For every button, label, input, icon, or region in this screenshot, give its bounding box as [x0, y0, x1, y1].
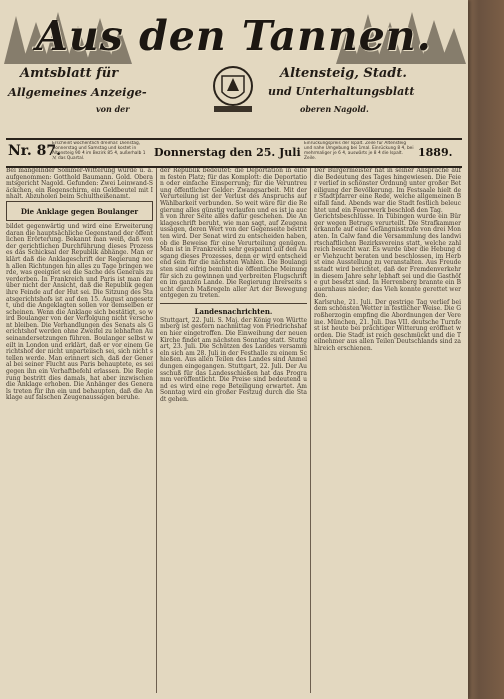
issue-date: Donnerstag den 25. Juli [154, 146, 301, 159]
issue-year: 1889. [418, 146, 453, 159]
subtitle-nagold: oberen Nagold. [300, 104, 369, 114]
subtitle-anzeige: Allgemeines Anzeige- [8, 85, 147, 99]
section-heading-landesnachrichten: Landesnachrichten. [194, 306, 273, 316]
subtitle-von-der: von der [96, 104, 130, 114]
subtitle-altensteig: Altensteig, Stadt. [280, 66, 407, 81]
subtitle-unterhaltung: und Unterhaltungsblatt [268, 85, 415, 98]
subtitle-amtsblatt: Amtsblatt für [20, 66, 119, 81]
article-heading: Die Anklage gegen Boulanger [20, 206, 139, 216]
column-divider [156, 168, 157, 693]
official-notice: Bei mangelnder Sommer-Witterung wurde u. a. aufgenommen: Gotthold Baumann. Gold. Oberamtsgericht Nagold. Gefunden: Zwei Leinwand-Säckchen, ein Regenschirm, ein Geldbeutel mit Inhalt. Abzuholen beim Schultheißenamt. [6, 168, 153, 201]
book-binding [462, 0, 504, 699]
issue-number: Nr. 87. [8, 143, 61, 159]
column-divider [310, 168, 311, 693]
subscription-info: Erscheint wöchentlich dreimal: Dienstag, Donnerstag und Samstag und kostet in Altensteig 90 ₰ im Bezirk 85 ₰, außerhalb 1 ℳ das Quartal. [52, 141, 146, 161]
advertising-rates: Einrückungspreis der Ispalt. Zeile für Altensteig und nahe Umgebung bei 1mal. Einrückung 8 ₰, bei mehrmaliger je 6 ₰, auswärts je 8 ₰ die Ispalt. Zeile. [304, 141, 414, 161]
news-continuation: Der Bürgermeister hat in seiner Ansprache auf die Bedeutung des Tages hingewiesen. Die Feier verlief in schönster Ordnung unter großer Beteiligung der Bevölkerung. Im Festsaale hielt der Stadtpfarrer eine Rede, welche allgemeinen Beifall fand. Abends war die Stadt festlich beleuchtet und ein Feuerwerk beschloß den Tag. [314, 168, 461, 214]
news-body: Stuttgart, 22. Juli. S. Maj. der König von Württemberg ist gestern nachmittag von Friedrichshafen hier eingetroffen. Die Einweihung der neuen Kirche findet am nächsten Sonntag statt. Stuttgart, 23. Juli. Die Schützen des Landes versammeln sich am 28. Juli in der Festhalle zu einem Schießen. Aus allen Teilen des Landes sind Anmeldungen eingegangen. Stuttgart, 22. Juli. Der Ausschuß für das Landesschießen hat das Programm veröffentlicht. Die Preise sind bedeutend und es wird eine rege Beteiligung erwartet. Am Sonntag wird ein großer Festzug durch die Stadt gehen. [160, 316, 307, 403]
regional-news: Gerichtsbeschlüsse. In Tübingen wurde ein Bürger wegen Betrugs verurteilt. Die Strafkammer erkannte auf eine Gefängnisstrafe von drei Monaten. In Calw fand die Versammlung des landwirtschaftlichen Bezirksvereins statt, welche zahlreich besucht war. Es wurde über die Hebung der Viehzucht beraten und beschlossen, im Herbst eine Ausstellung zu veranstalten. Aus Freudenstadt wird berichtet, daß der Fremdenverkehr in diesem Jahre sehr lebhaft sei und die Gasthöfe gut besetzt sind. In Herrenberg brannte ein Bauernhaus nieder; das Vieh konnte gerettet werden. [314, 213, 461, 300]
article-body: bildet gegenwärtig und wird eine Erweiterung daran die hauptsächliche Gegenstand der öffentlichen Erörterung. Bekannt man weiß, daß von der gerichtlichen Durchführung dieses Prozesses das Schicksal der Republik abhänge. Man erklärt daß die Anklageschrift der Regierung noch allen Richtungen hin alles zu Tage bringen werde, was geeignet sei die Sache des Generals zu verderben. In Frankreich und Paris ist man darüber nicht der Ansicht, daß die Republik gegen ihre Feinde auf der Hut sei. Die Sitzung des Staatsgerichtshofs ist auf den 15. August angesetzt, und die Angeklagten sollen vor demselben erscheinen. Wenn die Anklage sich bestätigt, so wird Boulanger von der Verfolgung nicht verschont bleiben. Die Verhandlungen des Senats als Gerichtshof werden ohne Zweifel zu lebhaften Auseinandersetzungen führen. Boulanger selbst weilt in London und erklärt, daß er vor einem Gerichtshof der nicht unparteiisch sei, sich nicht stellen werde. Man erinnert sich, daß der General bei seiner Flucht aus Paris behauptete, es sei gegen ihn ein Verhaftbefehl erlassen. Die Regierung bestritt dies damals, hat aber inzwischen die Anklage erhoben. Die Anhänger des Generals treten für ihn ein und behaupten, daß die Anklage auf falschen Zeugenaussagen beruhe. [6, 222, 153, 402]
notice-box [6, 201, 153, 221]
foreign-news: Karlsruhe, 21. Juli. Der gestrige Tag verlief bei dem schönsten Wetter in festlicher Weise. Die Großherzogin empfing die Abordnungen der Vereine. München, 21. Juli. Das VII. deutsche Turnfest ist heute bei prächtiger Witterung eröffnet worden. Die Stadt ist reich geschmückt und die Teilnehmer aus allen Teilen Deutschlands sind zahlreich erschienen. [314, 298, 461, 353]
issue-info-bar [6, 138, 462, 168]
article-continuation: der Republik bedeutet: die Deportation in einem festen Platz; für das Komplott: die Deportation oder einfache Einsperrung; für die Veruntreuung öffentlicher Gelder: Zwangsarbeit. Mit der Verurteilung ist der Verlust des Anspruchs auf Wählbarkeit verbunden. So weit wäre für die Regierung alles günstig verlaufen und es ist ja auch von ihrer Seite alles dafür geschehen. Die Anklageschrift beruht, wie man sagt, auf Zeugenaussagen, deren Wert von der Gegenseite bestritten wird. Der Senat wird zu entscheiden haben, ob die Beweise für eine Verurteilung genügen. Man ist in Frankreich sehr gespannt auf den Ausgang dieses Prozesses, denn er wird entscheidend sein für die nächsten Wahlen. Die Boulangisten sind eifrig bemüht die öffentliche Meinung für sich zu gewinnen und verbreiten Flugschriften im ganzen Lande. Die Regierung ihrerseits sucht durch Maßregeln aller Art der Bewegung entgegen zu treten. [160, 168, 307, 300]
column-1 [6, 168, 153, 698]
column-3 [314, 168, 461, 698]
coat-of-arms-icon [210, 64, 256, 116]
column-2 [160, 168, 307, 698]
masthead [0, 0, 468, 138]
section-rule [160, 303, 307, 304]
newspaper-title: Aus den Tannen. [36, 12, 432, 60]
